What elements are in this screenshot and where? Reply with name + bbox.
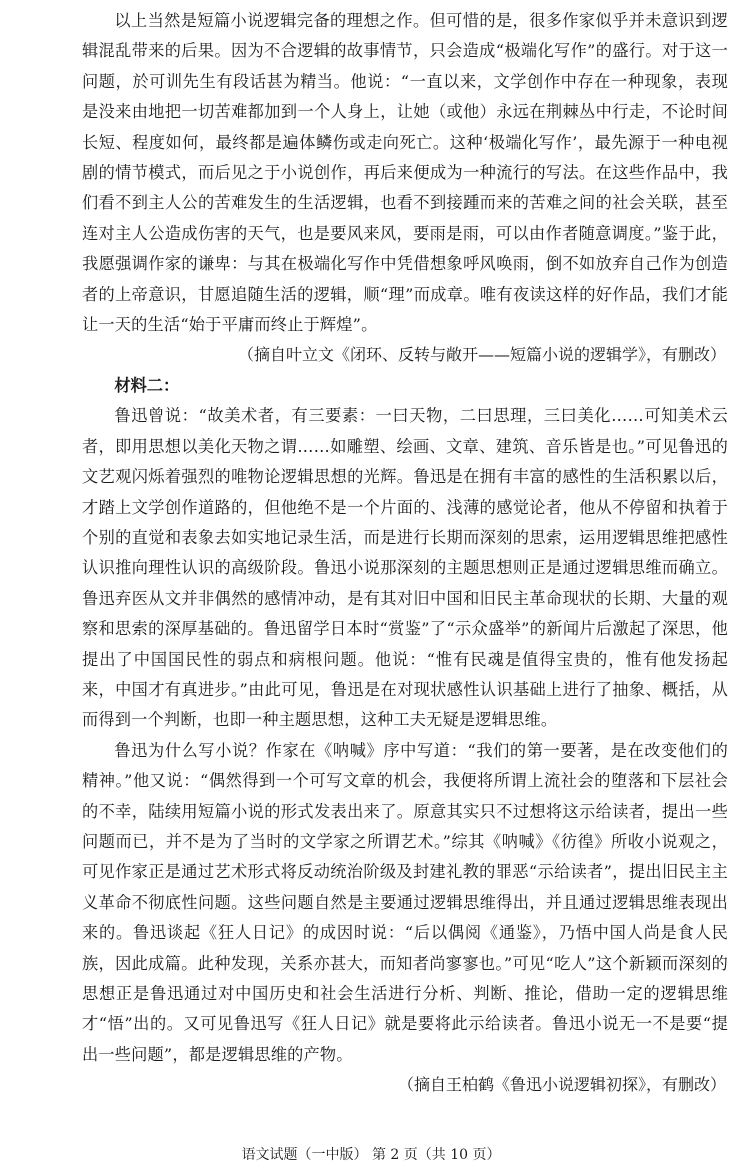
paragraph-3: 鲁迅为什么写小说？作家在《呐喊》序中写道：“我们的第一要著，是在改变他们的精神。”他又说：“偶然得到一个可写文章的机会，我便将所谓上流社会的堕落和下层社会的不幸，陆续用短篇小说的形式发表出来了。原意其实只不过想将这示给读者，提出一些问题而已，并不是为了当时的文学家之所谓艺术。”综其《呐喊》《彷徨》所收小说观之，可见作家正是通过艺术形式将反动统治阶级及封建礼教的罪恶“示给读者”，提出旧民主主义革命不彻底性问题。这些问题自然是主要通过逻辑思维得出，并且通过逻辑思维表现出来的。鲁迅谈起《狂人日记》的成因时说：“后以偶阅《通鉴》，乃悟中国人尚是食人民族，因此成篇。此种发现，关系亦甚大，而知者尚寥寥也。”可见“吃人”这个新颖而深刻的思想正是鲁迅通过对中国历史和社会生活进行分析、判断、推论，借助一定的逻辑思维才“悟”出的。又可见鲁迅写《狂人日记》就是要将此示给读者。鲁迅小说无一不是要“提出一些问题”，都是逻辑思维的产物。 [82, 740, 728, 1064]
page-content [82, 6, 728, 1101]
source-citation-2: （摘自王柏鹤《鲁迅小说逻辑初探》，有删改） [397, 1075, 726, 1095]
page-footer: 语文试题（一中版） 第 2 页（共 10 页） [241, 1147, 501, 1163]
paragraph-2: 鲁迅曾说：“故美术者，有三要素：一曰天物，二曰思理，三曰美化……可知美术云者，即用思想以美化天物之谓……如雕塑、绘画、文章、建筑、音乐皆是也。”可见鲁迅的文艺观闪烁着强烈的唯物论逻辑思想的光辉。鲁迅是在拥有丰富的感性的生活积累以后，才踏上文学创作道路的，但他绝不是一个片面的、浅薄的感觉论者，他从不停留和执着于个别的直觉和表象去如实地记录生活，而是进行长期而深刻的思索，运用逻辑思维把感性认识推向理性认识的高级阶段。鲁迅小说那深刻的主题思想则正是通过逻辑思维而确立。鲁迅弃医从文并非偶然的感情冲动，是有其对旧中国和旧民主革命现状的长期、大量的观察和思索的深厚基础的。鲁迅留学日本时“赏鉴”了“示众盛举”的新闻片后激起了深思，他提出了中国国民性的弱点和病根问题。他说：“惟有民魂是值得宝贵的，惟有他发扬起来，中国才有真进步。”由此可见，鲁迅是在对现状感性认识基础上进行了抽象、概括，从而得到一个判断，也即一种主题思想，这种工夫无疑是逻辑思维。 [82, 406, 728, 730]
paragraph-1: 以上当然是短篇小说逻辑完备的理想之作。但可惜的是，很多作家似乎并未意识到逻辑混乱带来的后果。因为不合逻辑的故事情节，只会造成“极端化写作”的盛行。对于这一问题，於可训先生有段话甚为精当。他说：“一直以来，文学创作中存在一种现象，表现是没来由地把一切苦难都加到一个人身上，让她（或他）永远在荆棘丛中行走，不论时间长短、程度如何，最终都是遍体鳞伤或走向死亡。这种‘极端化写作’，最先源于一种电视剧的情节模式，而后见之于小说创作，再后来便成为一种流行的写法。在这些作品中，我们看不到主人公的苦难发生的生活逻辑，也看不到接踵而来的苦难之间的社会关联，甚至连对主人公造成伤害的天气，也是要风来风，要雨是雨，可以由作者随意调度。”鉴于此，我愿强调作家的谦卑：与其在极端化写作中凭借想象呼风唤雨，倒不如放弃自己作为创造者的上帝意识，甘愿追随生活的逻辑，顺“理”而成章。唯有夜读这样的好作品，我们才能让一天的生活“始于平庸而终止于辉煌”。 [82, 11, 728, 335]
source-citation-1: （摘自叶立文《闭环、反转与敞开——短篇小说的逻辑学》，有删改） [237, 345, 726, 365]
material-2-heading: 材料二： [114, 375, 180, 395]
